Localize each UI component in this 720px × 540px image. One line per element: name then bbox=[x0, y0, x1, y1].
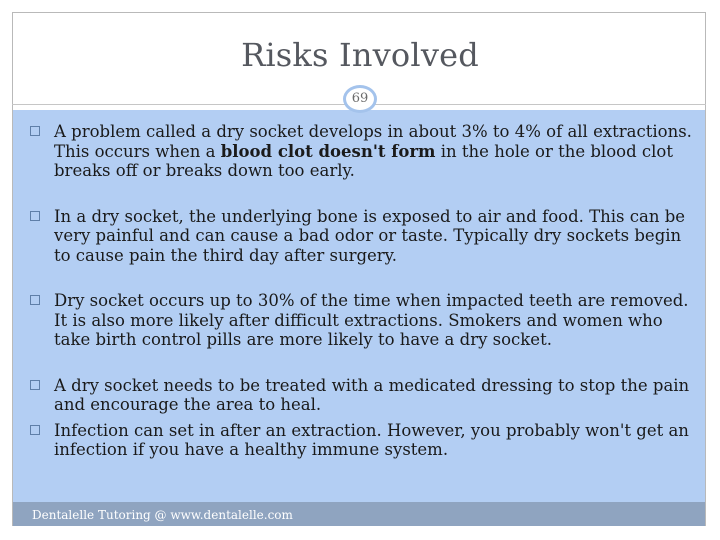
bullet-list bbox=[30, 122, 700, 460]
square-bullet-icon bbox=[30, 425, 40, 435]
square-bullet-icon bbox=[30, 380, 40, 390]
bullet-item bbox=[30, 207, 700, 266]
footer-bar bbox=[13, 502, 705, 526]
bullet-text: A problem called a dry socket develops in about 3% to 4% of all extractions. This occurs when a blood clot doesn't form in the hole or the blood clot breaks off or breaks down too early. bbox=[54, 122, 692, 180]
bullet-item bbox=[30, 291, 700, 350]
slide-title: Risks Involved bbox=[241, 36, 479, 74]
bullet-text: A dry socket needs to be treated with a medicated dressing to stop the pain and encourage the area to heal. bbox=[54, 375, 690, 414]
footer-credit: Dentalelle Tutoring @ www.dentalelle.com bbox=[32, 508, 293, 522]
page-number-badge: 69 bbox=[343, 85, 377, 113]
bullet-item bbox=[30, 122, 700, 181]
square-bullet-icon bbox=[30, 295, 40, 305]
square-bullet-icon bbox=[30, 126, 40, 136]
bold-phrase: blood clot doesn't form bbox=[220, 141, 436, 161]
bullet-item bbox=[30, 376, 700, 415]
bullet-text: Dry socket occurs up to 30% of the time when impacted teeth are removed. It is also more likely after difficult extractions. Smokers and women who take birth control pills are more likely to have a dry socket. bbox=[54, 291, 689, 349]
bullet-item bbox=[30, 421, 700, 460]
square-bullet-icon bbox=[30, 211, 40, 221]
bullet-text: Infection can set in after an extraction. However, you probably won't get an infection if you have a healthy immune system. bbox=[54, 420, 689, 459]
bullet-text: In a dry socket, the underlying bone is exposed to air and food. This can be very painful and can cause a bad odor or taste. Typically dry sockets begin to cause pain the third day after surgery. bbox=[54, 206, 686, 265]
